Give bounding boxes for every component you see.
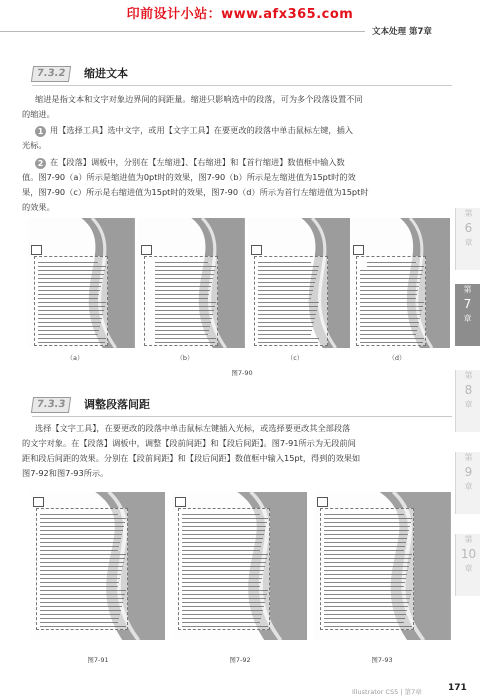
body-text-cont: 距和段后间距的效果。分别在【段前间距】和【段后间距】数值框中输入15pt，得到的效果如 [22, 453, 361, 463]
text-line [40, 618, 119, 619]
text-line [324, 578, 406, 579]
text-line [258, 326, 313, 327]
text-line [182, 558, 267, 559]
text-line [182, 618, 261, 619]
text-line [182, 546, 261, 547]
text-line [360, 306, 423, 307]
figure-caption-91: 图7-91 [87, 656, 109, 664]
step2-text-cont: 果，图7-90（c）所示是右缩进值为15pt时的效果，图7-90（d）所示为首行左缩进值为15pt时 [22, 187, 369, 197]
text-line [258, 270, 318, 271]
text-line [324, 538, 407, 539]
text-line [360, 330, 417, 331]
section-rule [32, 85, 452, 86]
text-line [324, 626, 412, 627]
text-line [182, 574, 263, 575]
text-line [360, 270, 423, 271]
intro-text-cont: 的缩进。 [22, 109, 55, 119]
text-line [324, 594, 411, 595]
text-line [38, 334, 98, 335]
text-line [258, 286, 314, 287]
text-line [182, 602, 265, 603]
text-line [258, 330, 312, 331]
text-line [360, 338, 424, 339]
sublabel-d: （d） [388, 354, 406, 362]
text-line [360, 278, 421, 279]
text-line [258, 306, 318, 307]
text-line [40, 622, 118, 623]
chapter-tab-6[interactable]: 第 6 章 [455, 208, 480, 270]
text-line [324, 590, 412, 591]
text-line [38, 282, 102, 283]
text-line [360, 274, 422, 275]
text-line [367, 266, 424, 267]
text-line [38, 314, 103, 315]
header-rule [0, 31, 365, 32]
text-line [324, 518, 412, 519]
text-line [40, 574, 121, 575]
text-line [182, 518, 268, 519]
text-line [258, 262, 311, 263]
text-line [182, 542, 262, 543]
text-line [324, 622, 404, 623]
text-line [40, 610, 121, 611]
figure-screenshot-91 [30, 492, 165, 640]
text-line [155, 310, 214, 311]
text-line [40, 542, 120, 543]
text-line [360, 334, 416, 335]
text-line [155, 322, 211, 323]
text-line [155, 270, 215, 271]
text-line [182, 526, 266, 527]
text-line [324, 554, 412, 555]
text-line [38, 342, 105, 343]
text-line [40, 566, 123, 567]
chapter-header: 文本处理 第7章 [372, 27, 432, 37]
text-line [38, 274, 104, 275]
text-line [182, 578, 262, 579]
section-rule [32, 416, 452, 417]
text-line [40, 522, 125, 523]
figure-screenshot-d [350, 218, 450, 348]
text-line [155, 282, 212, 283]
text-line [360, 342, 423, 343]
text-line [182, 522, 267, 523]
text-line [155, 274, 214, 275]
footer-book-title: Illustrator CS5 | 第7章 [352, 688, 422, 696]
text-line [155, 294, 209, 295]
text-line [155, 298, 208, 299]
text-line [40, 598, 124, 599]
text-line [155, 266, 216, 267]
text-line [182, 538, 263, 539]
figure-caption: 图7-90 [231, 369, 253, 377]
text-line [258, 266, 319, 267]
chapter-tab-8[interactable]: 第 8 章 [455, 370, 480, 432]
text-line [360, 302, 424, 303]
watermark: 印前设计小站：www.afx365.com [126, 7, 354, 22]
body-text-cont: 图7-92和图7-93所示。 [22, 468, 109, 478]
text-line [155, 286, 211, 287]
text-line [38, 330, 99, 331]
sublabel-c: （c） [286, 354, 304, 362]
text-line [324, 526, 410, 527]
text-line [360, 322, 419, 323]
text-line [38, 302, 106, 303]
text-line [155, 342, 215, 343]
text-line [40, 514, 118, 515]
text-line [155, 334, 208, 335]
text-line [38, 298, 98, 299]
text-line [258, 338, 319, 339]
text-line [40, 554, 126, 555]
text-line [258, 294, 312, 295]
text-line [155, 302, 216, 303]
text-line [40, 550, 118, 551]
section-number-badge: 7.3.2 [31, 66, 71, 82]
chapter-tab-10[interactable]: 第 10 章 [455, 534, 480, 596]
step2-text-cont: 值。图7-90（a）所示是缩进值为0pt时的效果，图7-90（b）所示是左缩进值为15pt时的效 [22, 172, 356, 182]
text-line [182, 514, 260, 515]
text-line [360, 310, 422, 311]
text-line [155, 314, 213, 315]
text-line [360, 326, 418, 327]
text-line [360, 314, 421, 315]
body-text: 选择【文字工具】，在要更改的段落中单击鼠标左键插入光标，或选择要更改其全部段落 [35, 423, 351, 433]
text-line [258, 334, 311, 335]
figure-caption-92: 图7-92 [229, 656, 251, 664]
text-line [38, 262, 98, 263]
text-line [182, 626, 268, 627]
text-line [324, 522, 411, 523]
text-line [155, 306, 215, 307]
text-line [40, 626, 126, 627]
text-line [40, 582, 119, 583]
text-line [258, 314, 316, 315]
text-line [38, 286, 101, 287]
text-line [40, 558, 125, 559]
figure-screenshot-b [138, 218, 245, 348]
text-line [182, 586, 260, 587]
text-line [38, 338, 106, 339]
body-text-cont: 的文字对象。在【段落】调板中，调整【段前间距】和【段后间距】。图7-91所示为无段前间 [22, 438, 356, 448]
text-line [324, 514, 404, 515]
text-line [324, 530, 409, 531]
text-line [258, 318, 315, 319]
text-line [40, 562, 124, 563]
text-line [155, 262, 208, 263]
text-line [40, 606, 122, 607]
text-line [324, 534, 408, 535]
text-line [324, 542, 406, 543]
text-line [258, 278, 316, 279]
text-line [360, 298, 416, 299]
text-line [40, 590, 126, 591]
text-line [324, 566, 409, 567]
text-line [324, 598, 410, 599]
text-line [155, 330, 209, 331]
text-line [182, 534, 264, 535]
text-line [155, 278, 213, 279]
chapter-tab-7[interactable]: 第 7 章 [455, 284, 480, 346]
text-line [155, 338, 216, 339]
text-line [360, 294, 417, 295]
text-line [155, 318, 212, 319]
text-line [324, 574, 407, 575]
text-line [38, 322, 101, 323]
figure-screenshot-c [248, 218, 355, 348]
text-line [324, 602, 409, 603]
step2-text: 2 在【段落】调板中，分别在【左缩进】、【右缩进】和【首行缩进】数值框中输入数 [35, 155, 345, 170]
text-line [182, 590, 268, 591]
section-number-badge: 7.3.3 [31, 397, 71, 413]
text-line [40, 594, 125, 595]
text-line [324, 546, 405, 547]
figure-screenshot-92 [172, 492, 307, 640]
text-line [38, 326, 100, 327]
text-line [258, 342, 318, 343]
text-line [324, 570, 408, 571]
step-number-badge: 1 [35, 126, 46, 137]
sublabel-b: （b） [176, 354, 194, 362]
text-line [360, 318, 420, 319]
text-line [367, 262, 416, 263]
text-line [324, 606, 408, 607]
text-line [40, 586, 118, 587]
text-line [258, 274, 317, 275]
text-line [182, 614, 262, 615]
text-line [40, 530, 123, 531]
section-title: 调整段落间距 [84, 398, 150, 411]
text-line [182, 582, 261, 583]
page-number: 171 [448, 683, 467, 693]
text-line [40, 534, 122, 535]
text-line [38, 266, 106, 267]
text-line [182, 566, 265, 567]
text-line [182, 550, 260, 551]
text-line [324, 614, 406, 615]
text-line [40, 526, 124, 527]
text-line [38, 270, 105, 271]
chapter-tab-9[interactable]: 第 9 章 [455, 452, 480, 514]
text-line [360, 290, 418, 291]
text-line [324, 558, 411, 559]
text-line [155, 290, 210, 291]
text-line [182, 530, 265, 531]
text-line [182, 598, 266, 599]
text-line [40, 570, 122, 571]
text-line [40, 602, 123, 603]
text-line [324, 610, 407, 611]
text-line [40, 538, 121, 539]
step1-text: 1 用【选择工具】选中文字，或用【文字工具】在要更改的段落中单击鼠标左键，插入 [35, 123, 353, 138]
text-line [182, 622, 260, 623]
figure-screenshot-93 [314, 492, 451, 640]
text-line [182, 562, 266, 563]
text-line [38, 310, 104, 311]
text-line [38, 306, 105, 307]
text-line [40, 578, 120, 579]
text-line [182, 610, 263, 611]
text-line [360, 282, 420, 283]
text-line [360, 286, 419, 287]
intro-text: 缩进是指文本和文字对象边界间的间距量。缩进只影响选中的段落，可为多个段落设置不同 [35, 94, 363, 104]
text-line [324, 562, 410, 563]
text-line [324, 582, 405, 583]
text-line [258, 290, 313, 291]
step2-text-cont: 的效果。 [22, 202, 55, 212]
text-line [182, 554, 268, 555]
text-line [258, 302, 319, 303]
text-line [182, 606, 264, 607]
text-line [40, 546, 119, 547]
step1-text-cont: 光标。 [22, 140, 47, 150]
text-line [38, 294, 99, 295]
text-line [258, 310, 317, 311]
section-title: 缩进文本 [84, 67, 128, 80]
text-line [258, 298, 311, 299]
step-number-badge: 2 [35, 158, 46, 169]
text-line [324, 618, 405, 619]
text-line [38, 318, 102, 319]
sublabel-a: （a） [66, 354, 84, 362]
text-line [258, 322, 314, 323]
figure-caption-93: 图7-93 [371, 656, 393, 664]
text-line [324, 586, 404, 587]
figure-screenshot-a [28, 218, 135, 348]
text-line [40, 518, 126, 519]
text-line [324, 550, 404, 551]
text-line [182, 570, 264, 571]
text-line [38, 278, 103, 279]
text-line [155, 326, 210, 327]
text-line [182, 594, 267, 595]
text-line [40, 614, 120, 615]
text-line [38, 290, 100, 291]
text-line [258, 282, 315, 283]
